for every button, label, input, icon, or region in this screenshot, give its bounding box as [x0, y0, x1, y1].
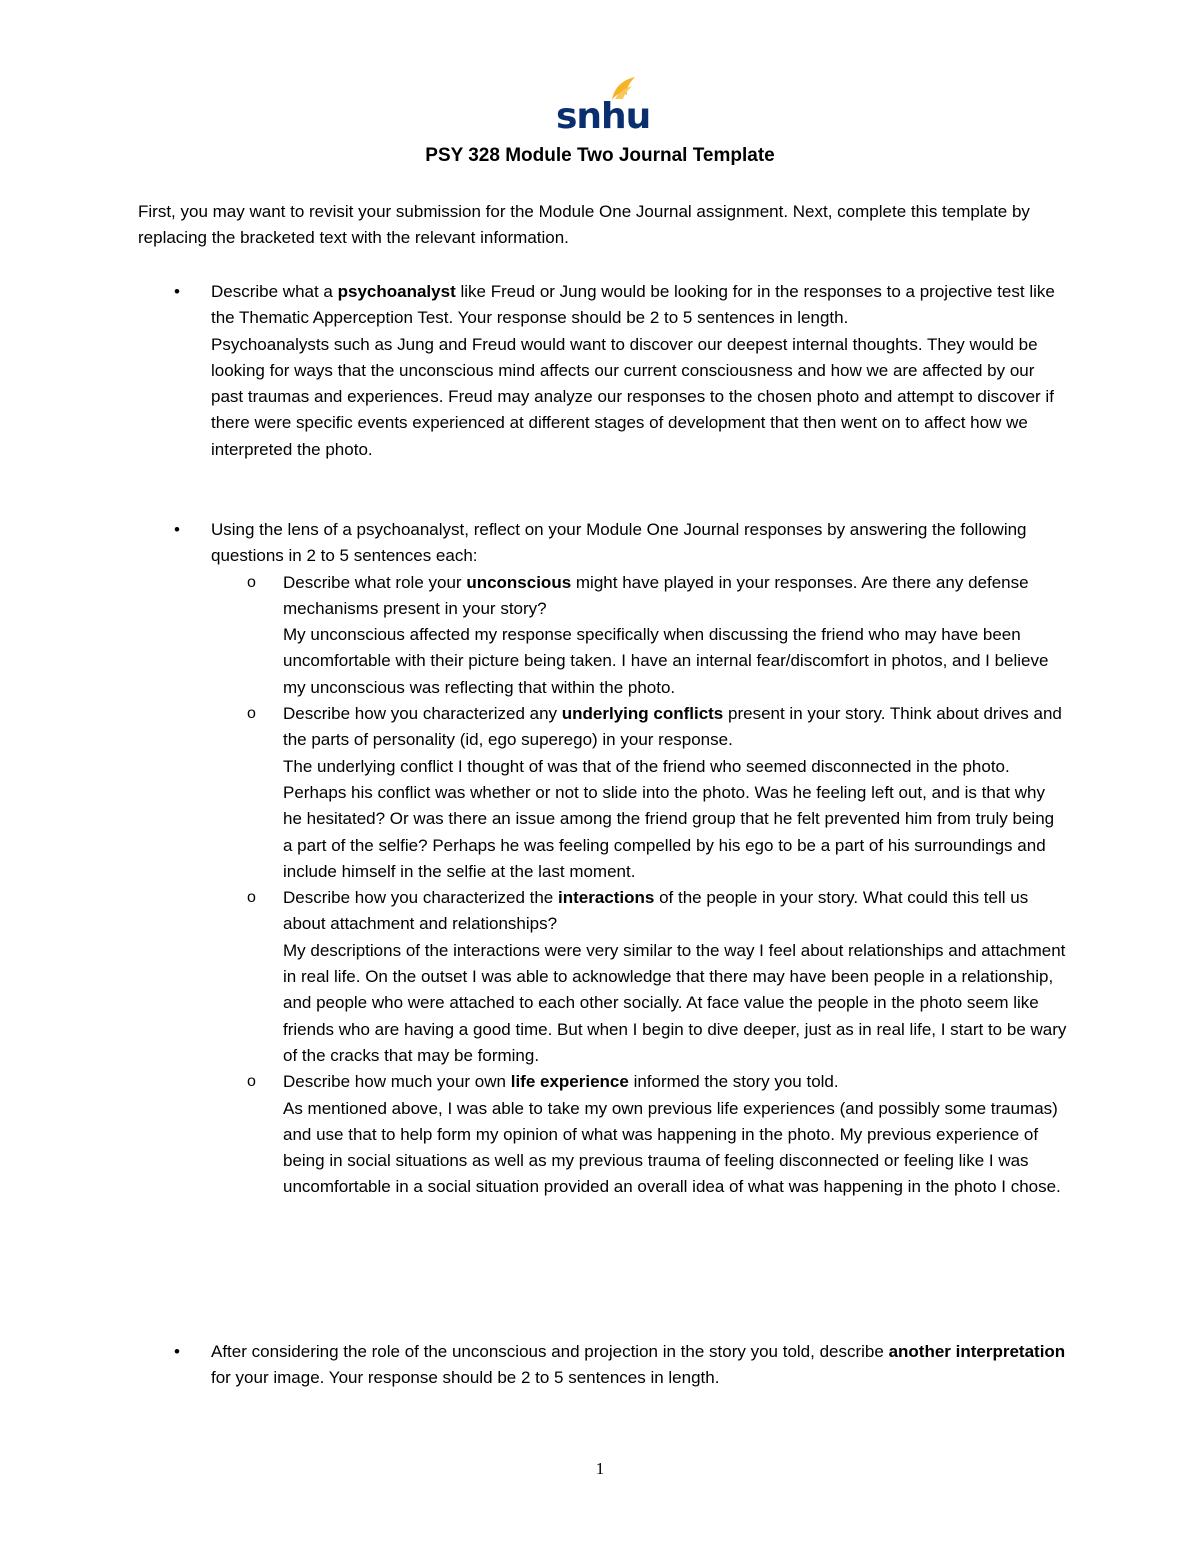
- flame-leaf-icon: [556, 74, 651, 137]
- sub-question-response: My descriptions of the interactions were very similar to the way I feel about relationships and attachment in real life. On the outset I was able to acknowledge that there may have been people in a relationship, and people who were attached to each other socially. At face value the people in the photo seem like friends who are having a good time. But when I begin to dive deeper, just as in real life, I start to be wary of the cracks that may be forming.: [283, 940, 1067, 1065]
- sub-question-response: The underlying conflict I thought of was that of the friend who seemed disconnected in the photo. Perhaps his conflict was whether or not to slide into the photo. Was he feeling left out, and is that why he hesitated? Or was there an issue among the friend group that he felt prevented him from truly being a part of the selfie? Perhaps he was feeling compelled by his ego to be a part of his surroundings and include himself in the selfie at the last moment.: [283, 756, 1055, 881]
- snhu-logo: [556, 74, 651, 137]
- bullet-prompt: After considering the role of the unconscious and projection in the story you told, describe another interpretation for your image. Your response should be 2 to 5 sentences in length.: [211, 1342, 1066, 1388]
- sub-question-list: [211, 570, 1068, 1201]
- sub-question-response: My unconscious affected my response specifically when discussing the friend who may have been uncomfortable with their picture being taken. I have an internal fear/discomfort in photos, and I believe my unconscious was reflecting that within the photo.: [283, 625, 1049, 697]
- page-title: PSY 328 Module Two Journal Template: [425, 145, 775, 166]
- sub-question-response: As mentioned above, I was able to take my own previous life experiences (and possibly some traumas) and use that to help form my opinion of what was happening in the photo. My previous experience of being in social situations as well as my previous trauma of feeling disconnected or feeling like I was uncomfortable in a social situation provided an overall idea of what was happening in the photo I chose.: [283, 1098, 1061, 1197]
- sub-bullet-glyph: o: [247, 1073, 256, 1091]
- bullet-another-interpretation: [138, 1339, 1068, 1392]
- bullet-psychoanalyst: [138, 279, 1068, 463]
- sub-question-unconscious: [247, 570, 1068, 701]
- bullet-glyph: •: [174, 282, 180, 301]
- sub-question-prompt: Describe how you characterized any underlying conflicts present in your story. Think about drives and the parts of personality (id, ego superego) in your response.: [283, 704, 1062, 750]
- bullet-reflection: [138, 517, 1068, 1201]
- bullet-glyph: •: [174, 520, 180, 539]
- logo-wordmark: snhu: [556, 96, 651, 137]
- sub-question-prompt: Describe how you characterized the interactions of the people in your story. What could this tell us about attachment and relationships?: [283, 888, 1029, 934]
- intro-paragraph: First, you may want to revisit your submission for the Module One Journal assignment. Next, complete this template by replacing the bracketed text with the relevant information.: [138, 202, 1030, 248]
- sub-question-interactions: [247, 885, 1068, 1069]
- sub-question-underlying-conflicts: [247, 701, 1068, 885]
- sub-bullet-glyph: o: [247, 889, 256, 907]
- bullet-glyph: •: [174, 1342, 180, 1361]
- sub-question-prompt: Describe what role your unconscious might have played in your responses. Are there any defense mechanisms present in your story?: [283, 572, 1029, 618]
- sub-question-prompt: Describe how much your own life experience informed the story you told.: [283, 1072, 839, 1092]
- sub-bullet-glyph: o: [247, 705, 256, 723]
- sub-bullet-glyph: o: [247, 573, 256, 591]
- bullet-prompt: Describe what a psychoanalyst like Freud or Jung would be looking for in the responses to a projective test like the Thematic Apperception Test. Your response should be 2 to 5 sentences in length.: [211, 282, 1055, 328]
- bullet-response: Psychoanalysts such as Jung and Freud would want to discover our deepest internal thoughts. They would be looking for ways that the unconscious mind affects our current consciousness and how we are affected by our past traumas and experiences. Freud may analyze our responses to the chosen photo and attempt to discover if there were specific events experienced at different stages of development that then went on to affect how we interpreted the photo.: [211, 334, 1054, 459]
- page-number: 1: [595, 1459, 605, 1478]
- sub-question-life-experience: [247, 1069, 1068, 1200]
- bullet-prompt: Using the lens of a psychoanalyst, reflect on your Module One Journal responses by answering the following questions in 2 to 5 sentences each:: [211, 520, 1027, 566]
